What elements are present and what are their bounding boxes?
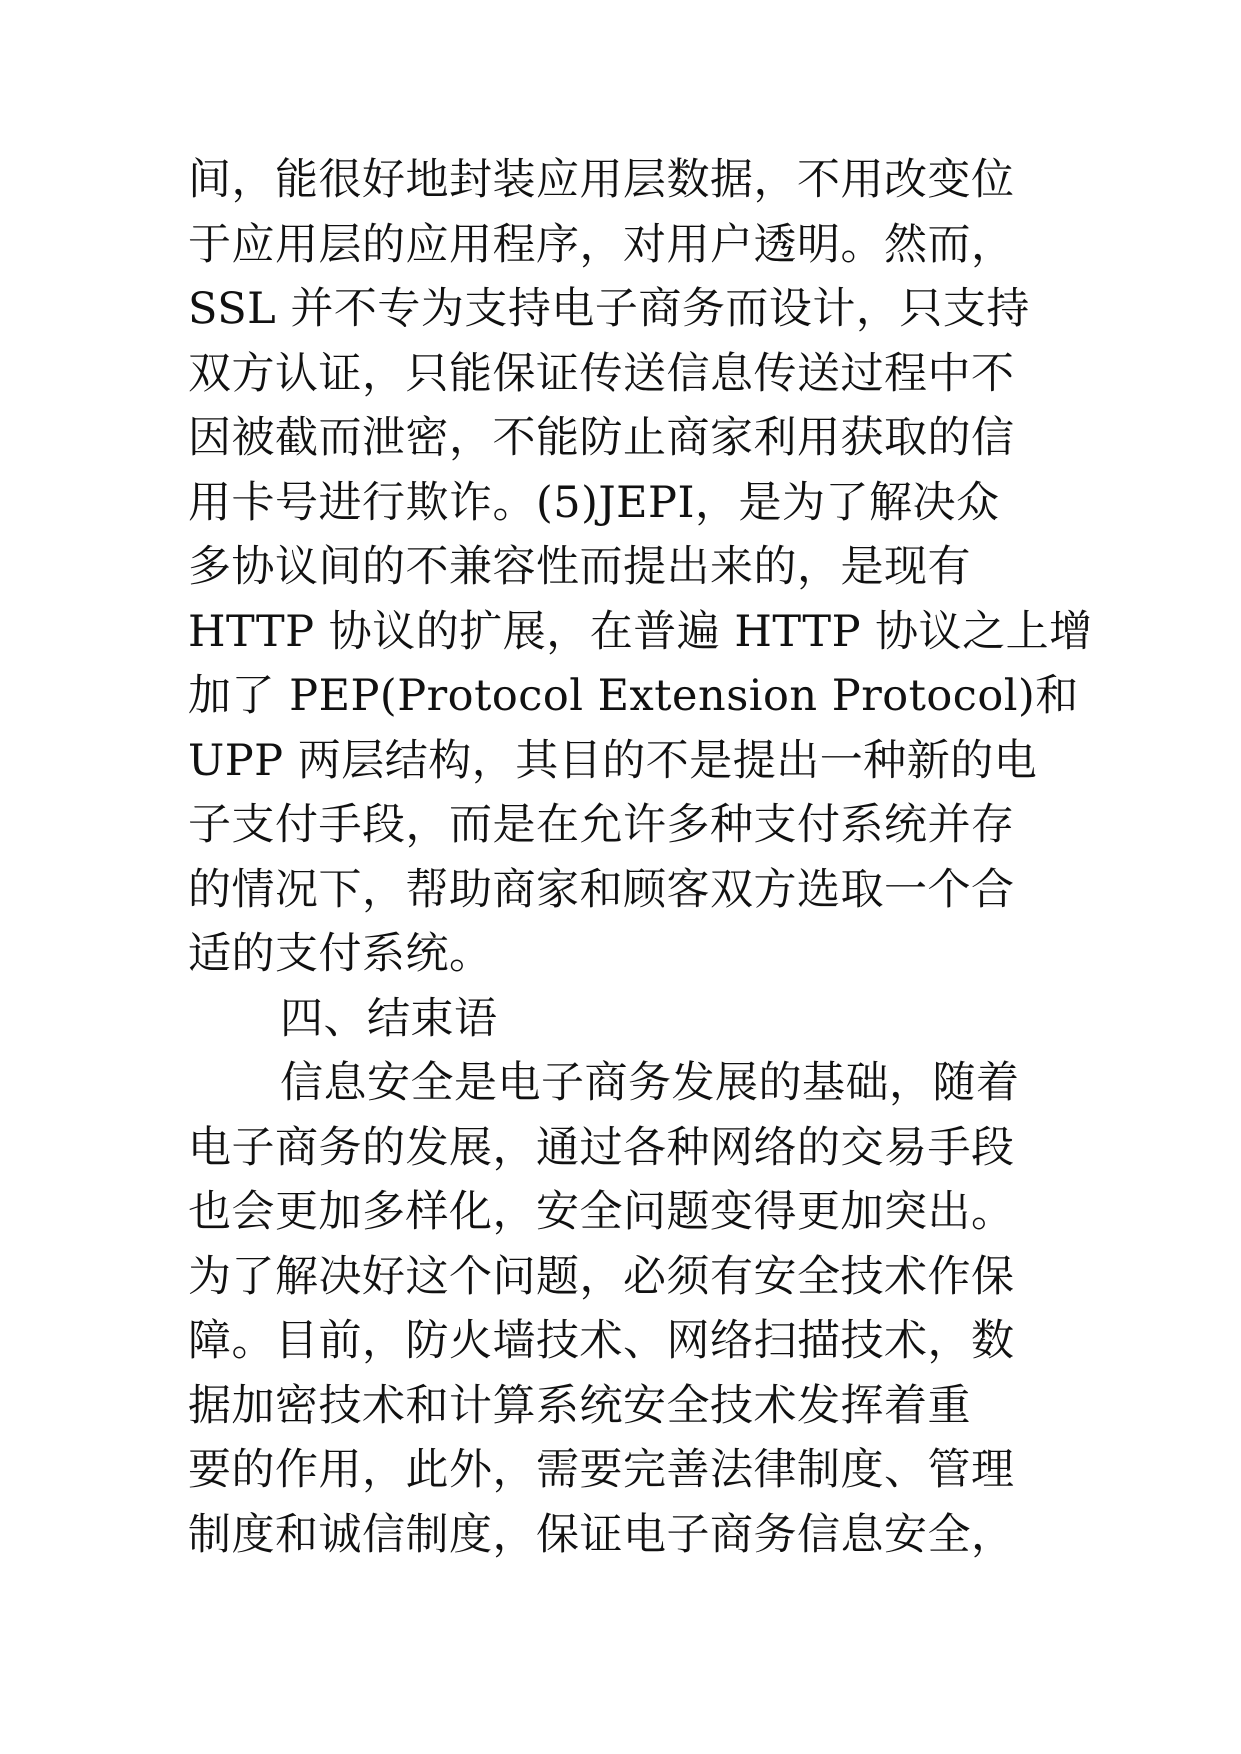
text-line: 适的支付系统。	[188, 929, 493, 979]
text-line: 因被截而泄密，不能防止商家利用获取的信	[188, 413, 1015, 463]
text-line: 用卡号进行欺诈。(5)JEPI，是为了解决众	[188, 477, 1000, 528]
text-line: 多协议间的不兼容性而提出来的，是现有	[188, 542, 971, 592]
text-line: SSL 并不专为支持电子商务而设计，只支持	[188, 284, 1030, 334]
paragraph-first-line: 信息安全是电子商务发展的基础，随着	[280, 1058, 1020, 1108]
text-line: HTTP 协议的扩展，在普遍 HTTP 协议之上增	[188, 606, 1093, 657]
section-heading: 四、结束语	[280, 993, 498, 1044]
text-line: 为了解决好这个问题，必须有安全技术作保	[188, 1251, 1015, 1302]
body-text	[188, 148, 1093, 1567]
text-line: 要的作用，此外，需要完善法律制度、管理	[188, 1445, 1015, 1495]
text-line: 据加密技术和计算系统安全技术发挥着重	[188, 1380, 971, 1431]
text-line: 障。目前，防火墙技术、网络扫描技术，数	[188, 1316, 1015, 1366]
text-line: 制度和诚信制度，保证电子商务信息安全，	[188, 1509, 1015, 1560]
text-line: UPP 两层结构，其目的不是提出一种新的电	[188, 735, 1038, 786]
text-line: 于应用层的应用程序，对用户透明。然而，	[188, 219, 1015, 270]
text-line: 的情况下，帮助商家和顾客双方选取一个合	[188, 864, 1015, 915]
text-line: 加了 PEP(Protocol Extension Protocol)和	[188, 671, 1079, 721]
text-line: 间，能很好地封装应用层数据，不用改变位	[188, 155, 1015, 205]
text-line: 双方认证，只能保证传送信息传送过程中不	[188, 348, 1015, 399]
text-line: 电子商务的发展，通过各种网络的交易手段	[188, 1122, 1015, 1173]
text-line: 子支付手段，而是在允许多种支付系统并存	[188, 800, 1015, 850]
text-line: 也会更加多样化，安全问题变得更加突出。	[188, 1187, 1015, 1237]
